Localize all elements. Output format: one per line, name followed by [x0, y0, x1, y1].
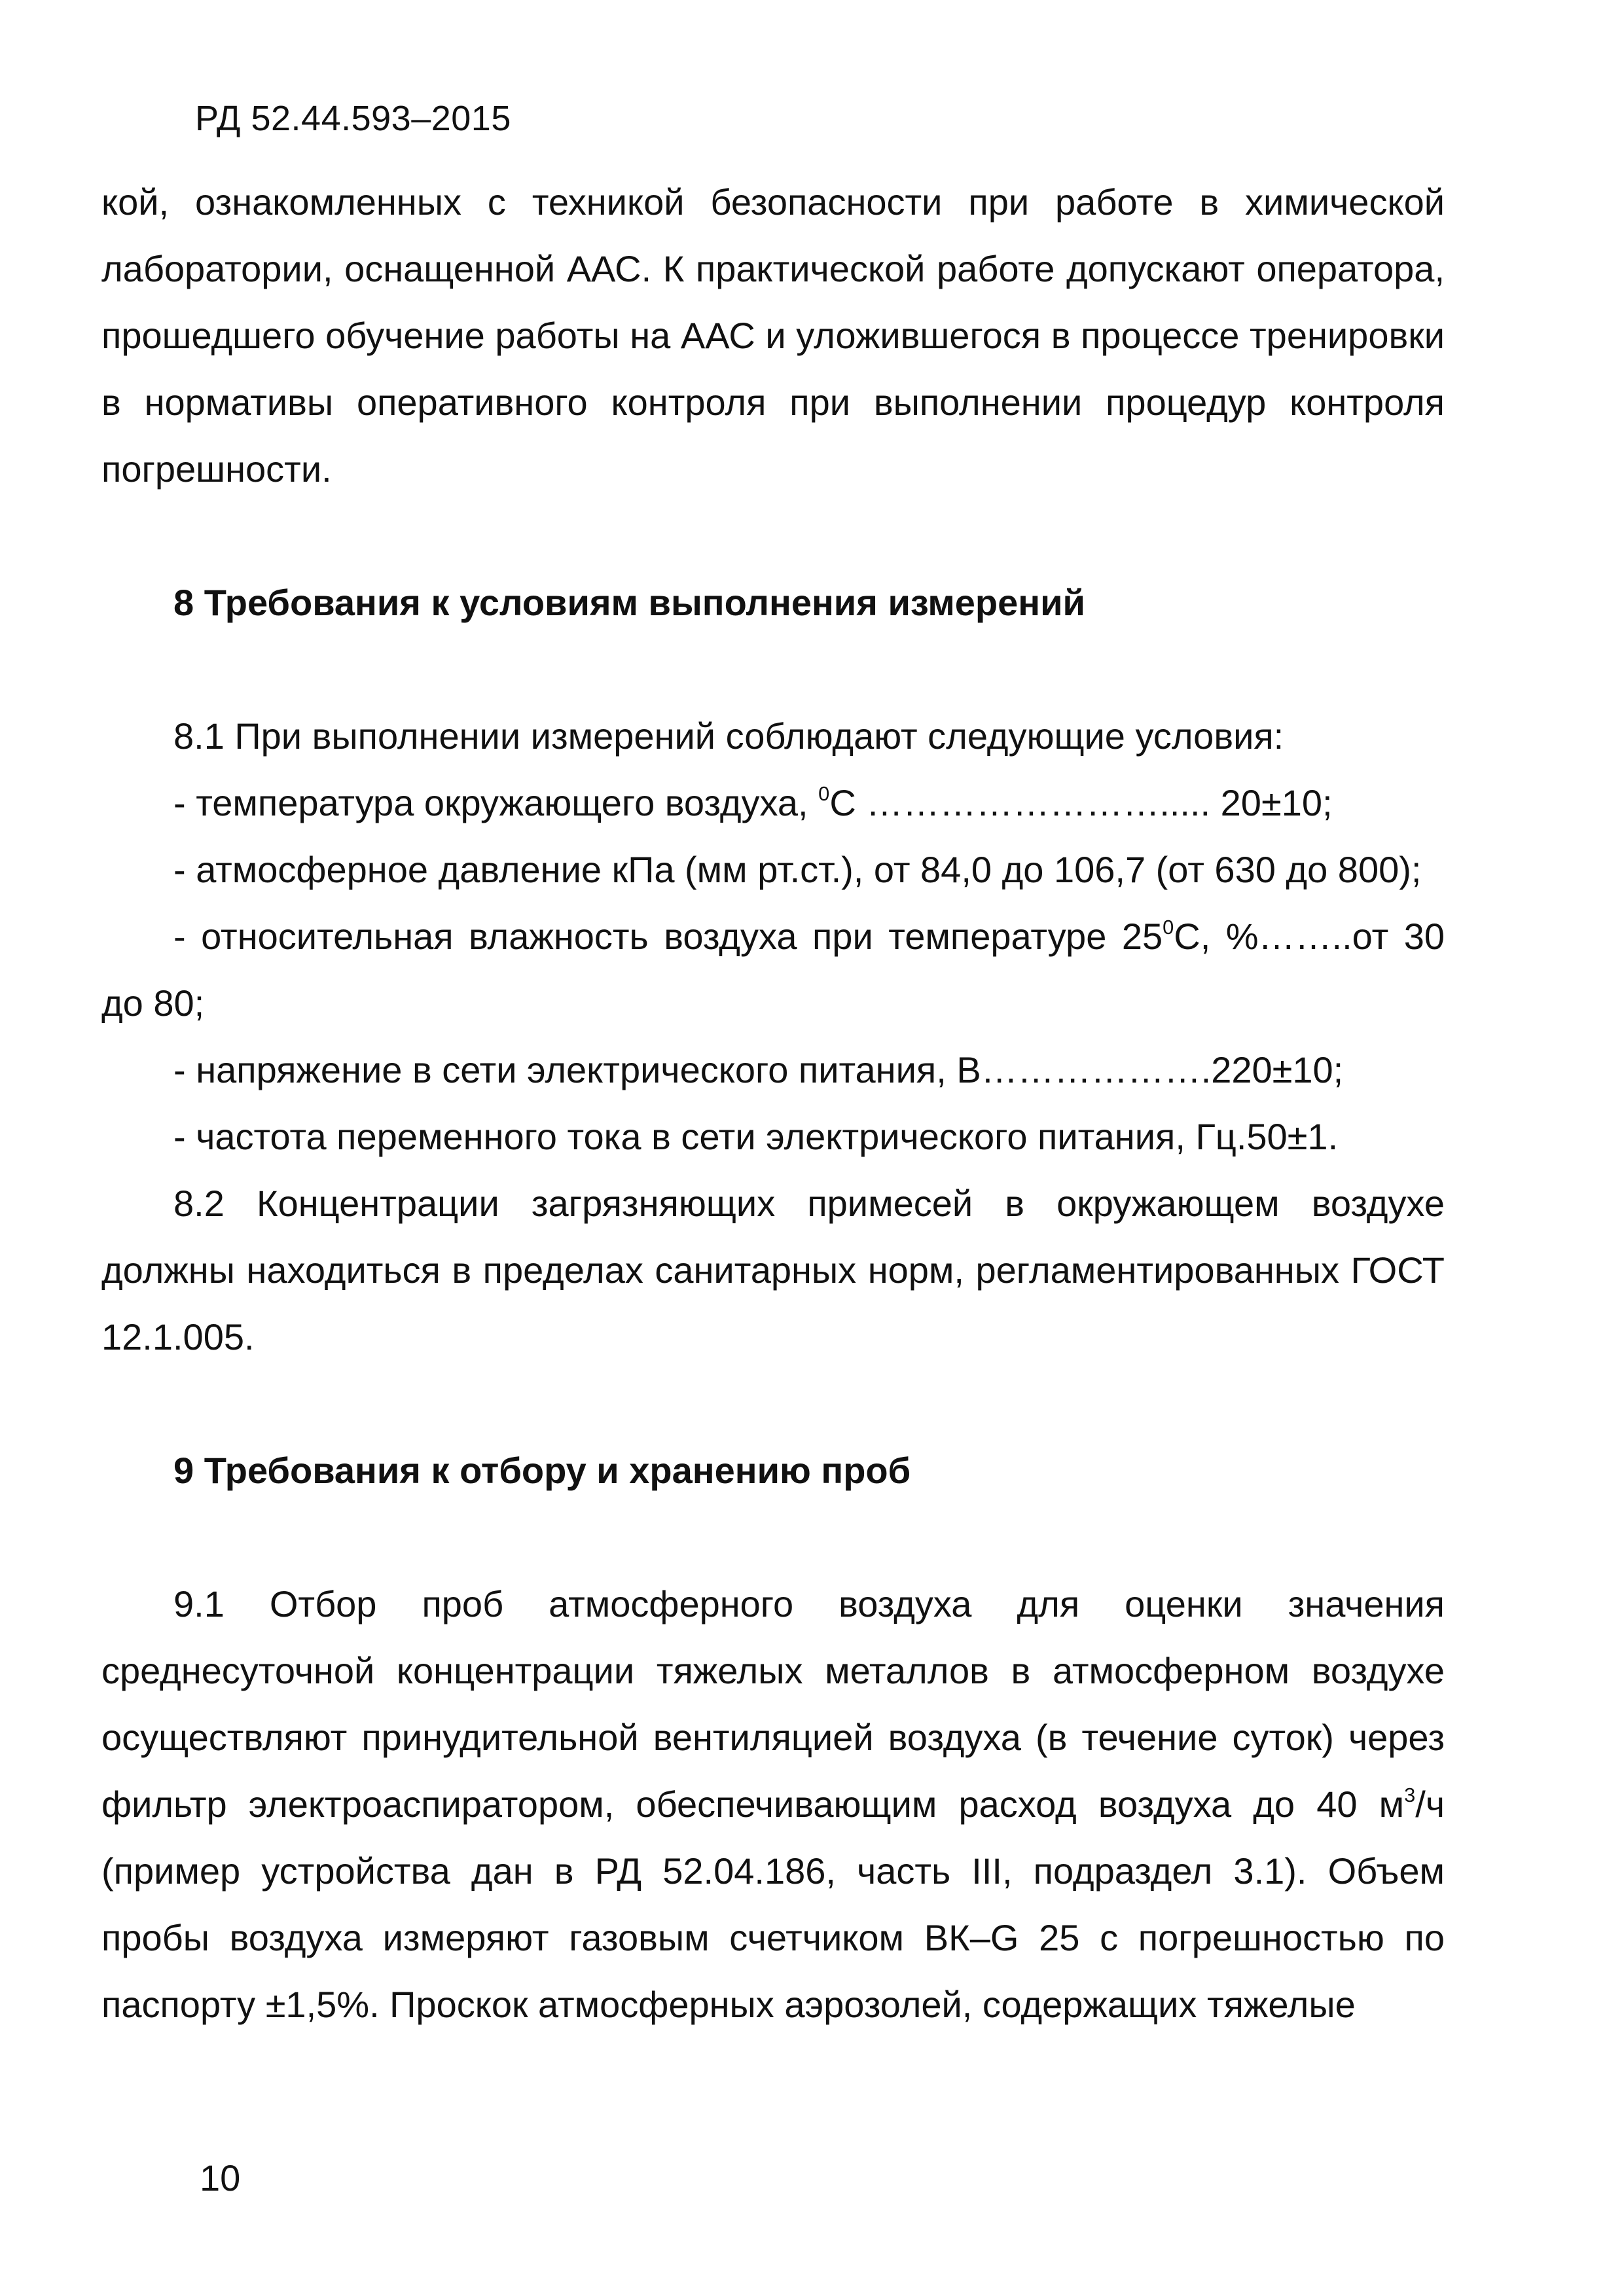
- condition-frequency: - частота переменного тока в сети электрического питания, Гц.50±1.: [173, 1116, 1339, 1157]
- spacer: [101, 636, 1445, 703]
- condition-pressure: - атмосферное давление кПа (мм рт.ст.), от 84,0 до 106,7 (от 630 до 800);: [173, 849, 1422, 890]
- condition-humidity: [101, 903, 1445, 1037]
- condition-humidity-value: С, %……..от 30 до 80;: [101, 916, 1445, 1024]
- spacer: [101, 503, 1445, 569]
- document-body: [101, 169, 1445, 2038]
- section-9-heading: 9 Требования к отбору и хранению проб: [173, 1450, 911, 1491]
- paragraph-8-2: 8.2 Концентрации загрязняющих примесей в окружающем воздухе должны находиться в пределах санитарных норм, регламентированных ГОСТ 12.1.005.: [101, 1183, 1445, 1357]
- condition-voltage: - напряжение в сети электрического питания, В……………….220±10;: [173, 1049, 1344, 1090]
- condition-temperature: [101, 770, 1445, 836]
- condition-temperature-value: С ……………………..... 20±10;: [829, 782, 1333, 823]
- degree-superscript: 0: [1163, 915, 1174, 939]
- section-7-continuation: кой, ознакомленных с техникой безопасности при работе в химической лаборатории, оснащенной ААС. К практической работе допускают оператора, прошедшего обучение работы на ААС и уложившегося в процессе тренировки в нормативы оперативного контроля при выполнении процедур контроля погрешности.: [101, 181, 1445, 490]
- degree-superscript: 0: [818, 781, 830, 805]
- section-8-heading: 8 Требования к условиям выполнения измерений: [173, 582, 1085, 623]
- condition-humidity-text: - относительная влажность воздуха при температуре 25: [173, 916, 1163, 957]
- condition-temperature-text: - температура окружающего воздуха,: [173, 782, 819, 823]
- paragraph-8-1: 8.1 При выполнении измерений соблюдают следующие условия:: [173, 715, 1284, 757]
- spacer: [101, 1504, 1445, 1571]
- paragraph-9-1-text: 9.1 Отбор проб атмосферного воздуха для оценки значения среднесуточной концентрации тяжелых металлов в атмосферном воздухе осуществляют принудительной вентиляцией воздуха (в течение суток) через фильтр электроаспиратором, обеспечивающим расход воздуха до 40 м: [101, 1583, 1445, 1825]
- document-code-header: РД 52.44.593–2015: [195, 99, 511, 138]
- spacer: [101, 1371, 1445, 1437]
- cubic-superscript: 3: [1404, 1783, 1416, 1806]
- paragraph-9-1-continuation: /ч (пример устройства дан в РД 52.04.186, часть III, подраздел 3.1). Объем пробы воздуха измеряют газовым счетчиком ВК–G 25 с погрешностью по паспорту ±1,5%. Проскок атмосферных аэрозолей, содержащих тяжелые: [101, 1784, 1445, 2025]
- page-number: 10: [200, 2157, 241, 2198]
- paragraph-9-1: [101, 1571, 1445, 2038]
